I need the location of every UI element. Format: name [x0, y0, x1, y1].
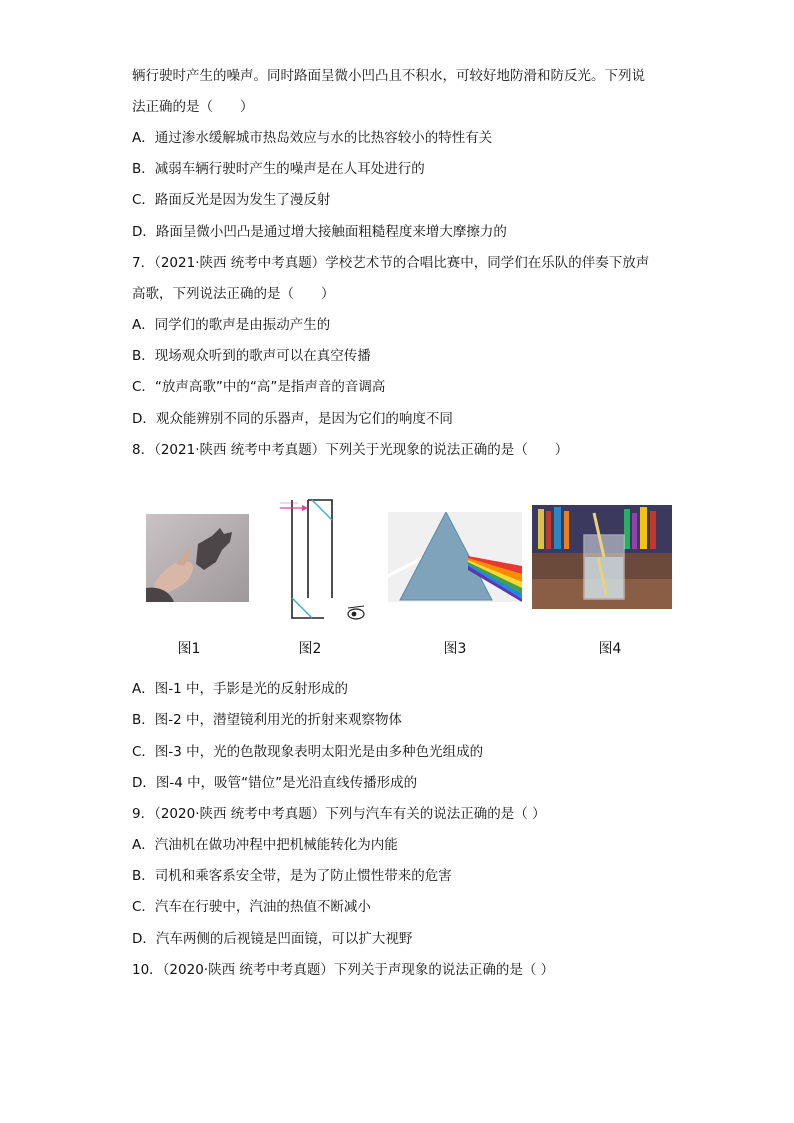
text-line: 高歌，下列说法正确的是（ ）: [132, 286, 335, 302]
option-d: D．观众能辨别不同的乐器声，是因为它们的响度不同: [132, 411, 453, 427]
question-10-stem: 10．（2020·陕西 统考中考真题）下列关于声现象的说法正确的是（ ）: [132, 962, 555, 978]
question-9-stem: 9．（2020·陕西 统考中考真题）下列与汽车有关的说法正确的是（ ）: [132, 806, 546, 822]
option-c: C．汽车在行驶中，汽油的热值不断减小: [132, 899, 371, 915]
text-line: 法正确的是（ ）: [132, 99, 254, 115]
question-7-stem: 7．（2021·陕西 统考中考真题）学校艺术节的合唱比赛中，同学们在乐队的伴奏下放声: [132, 255, 650, 271]
hand-shadow-image: [146, 514, 249, 602]
option-b: B．图-2 中，潜望镜利用光的折射来观察物体: [132, 712, 403, 728]
option-c: C．图-3 中，光的色散现象表明太阳光是由多种色光组成的: [132, 744, 484, 760]
option-b: B．现场观众听到的歌声可以在真空传播: [132, 348, 371, 364]
option-c: C．路面反光是因为发生了漫反射: [132, 192, 331, 208]
figure-caption: 图3: [443, 641, 467, 657]
straw-in-water-image: [532, 505, 672, 609]
option-a: A．图-1 中，手影是光的反射形成的: [132, 681, 348, 697]
option-a: A．汽油机在做功冲程中把机械能转化为内能: [132, 837, 398, 853]
option-d: D．汽车两侧的后视镜是凹面镜，可以扩大视野: [132, 931, 413, 947]
option-a: A．同学们的歌声是由振动产生的: [132, 317, 331, 333]
figure-caption: 图1: [177, 641, 201, 657]
periscope-diagram: [280, 494, 370, 624]
option-a: A．通过渗水缓解城市热岛效应与水的比热容较小的特性有关: [132, 130, 493, 146]
text-line: 辆行驶时产生的噪声。同时路面呈微小凹凸且不积水，可较好地防滑和防反光。下列说: [132, 68, 645, 84]
figure-caption: 图4: [598, 641, 622, 657]
option-d: D．图-4 中，吸管“错位”是光沿直线传播形成的: [132, 775, 418, 791]
option-d: D．路面呈微小凹凸是通过增大接触面粗糙程度来增大摩擦力的: [132, 224, 507, 240]
prism-dispersion-image: [388, 512, 522, 602]
option-b: B．司机和乘客系安全带，是为了防止惯性带来的危害: [132, 868, 452, 884]
option-c: C．“放声高歌”中的“高”是指声音的音调高: [132, 379, 386, 395]
figure-caption: 图2: [298, 641, 322, 657]
question-8-stem: 8．（2021·陕西 统考中考真题）下列关于光现象的说法正确的是（ ）: [132, 442, 569, 458]
option-b: B．减弱车辆行驶时产生的噪声是在人耳处进行的: [132, 161, 425, 177]
